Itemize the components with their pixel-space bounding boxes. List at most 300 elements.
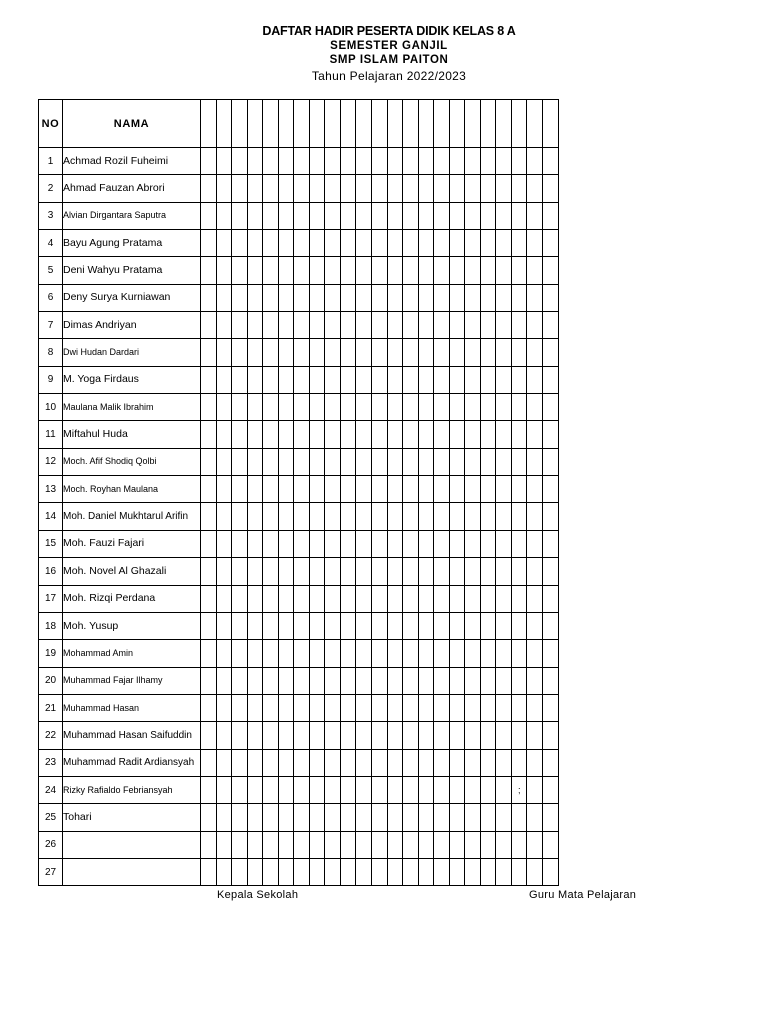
attendance-cell[interactable]	[387, 448, 403, 475]
attendance-cell[interactable]	[465, 612, 481, 639]
attendance-cell[interactable]	[434, 476, 450, 503]
attendance-cell[interactable]	[294, 831, 310, 858]
attendance-cell[interactable]	[387, 421, 403, 448]
attendance-cell[interactable]	[201, 394, 217, 421]
attendance-cell[interactable]	[511, 612, 527, 639]
attendance-cell[interactable]	[527, 667, 543, 694]
attendance-cell[interactable]	[201, 585, 217, 612]
attendance-cell[interactable]	[418, 558, 434, 585]
attendance-cell[interactable]	[372, 558, 388, 585]
attendance-cell[interactable]	[511, 448, 527, 475]
attendance-cell[interactable]	[247, 667, 263, 694]
attendance-cell[interactable]	[294, 421, 310, 448]
attendance-cell[interactable]	[418, 694, 434, 721]
attendance-cell[interactable]	[403, 722, 419, 749]
attendance-cell[interactable]	[543, 640, 559, 667]
attendance-cell[interactable]	[434, 148, 450, 175]
attendance-cell[interactable]	[278, 749, 294, 776]
attendance-cell[interactable]	[434, 284, 450, 311]
attendance-cell[interactable]	[309, 312, 325, 339]
attendance-cell[interactable]	[480, 530, 496, 557]
attendance-cell[interactable]	[372, 448, 388, 475]
attendance-cell[interactable]	[543, 448, 559, 475]
attendance-cell[interactable]	[247, 366, 263, 393]
attendance-cell[interactable]	[247, 776, 263, 803]
attendance-cell[interactable]	[449, 749, 465, 776]
attendance-cell[interactable]	[216, 421, 232, 448]
attendance-cell[interactable]	[387, 640, 403, 667]
attendance-cell[interactable]	[527, 366, 543, 393]
attendance-cell[interactable]	[247, 749, 263, 776]
attendance-cell[interactable]	[496, 612, 512, 639]
attendance-cell[interactable]	[465, 394, 481, 421]
attendance-cell[interactable]	[496, 804, 512, 831]
attendance-cell[interactable]	[247, 585, 263, 612]
attendance-cell[interactable]	[511, 858, 527, 885]
attendance-cell[interactable]	[465, 749, 481, 776]
attendance-cell[interactable]	[496, 776, 512, 803]
attendance-cell[interactable]	[232, 503, 248, 530]
attendance-cell[interactable]	[511, 831, 527, 858]
attendance-cell[interactable]	[216, 858, 232, 885]
attendance-cell[interactable]	[496, 339, 512, 366]
attendance-cell[interactable]	[340, 585, 356, 612]
attendance-cell[interactable]	[278, 694, 294, 721]
attendance-cell[interactable]	[372, 148, 388, 175]
attendance-cell[interactable]	[496, 858, 512, 885]
attendance-cell[interactable]	[480, 503, 496, 530]
attendance-cell[interactable]	[356, 749, 372, 776]
attendance-cell[interactable]	[480, 694, 496, 721]
attendance-cell[interactable]	[263, 612, 279, 639]
attendance-cell[interactable]	[418, 366, 434, 393]
attendance-cell[interactable]	[294, 530, 310, 557]
attendance-cell[interactable]	[278, 366, 294, 393]
attendance-cell[interactable]	[356, 558, 372, 585]
attendance-cell[interactable]	[387, 558, 403, 585]
attendance-cell[interactable]	[278, 312, 294, 339]
attendance-cell[interactable]	[356, 448, 372, 475]
attendance-cell[interactable]	[232, 339, 248, 366]
attendance-cell[interactable]	[465, 312, 481, 339]
attendance-cell[interactable]	[480, 312, 496, 339]
attendance-cell[interactable]	[216, 722, 232, 749]
attendance-cell[interactable]	[278, 612, 294, 639]
attendance-cell[interactable]	[480, 448, 496, 475]
attendance-cell[interactable]	[278, 257, 294, 284]
attendance-cell[interactable]	[465, 421, 481, 448]
attendance-cell[interactable]	[201, 175, 217, 202]
attendance-cell[interactable]	[387, 503, 403, 530]
attendance-cell[interactable]	[325, 148, 341, 175]
attendance-cell[interactable]	[480, 612, 496, 639]
attendance-cell[interactable]	[278, 448, 294, 475]
attendance-cell[interactable]	[356, 776, 372, 803]
attendance-cell[interactable]	[325, 503, 341, 530]
attendance-cell[interactable]	[403, 448, 419, 475]
attendance-cell[interactable]	[201, 503, 217, 530]
attendance-cell[interactable]	[340, 448, 356, 475]
attendance-cell[interactable]	[449, 394, 465, 421]
attendance-cell[interactable]	[372, 749, 388, 776]
attendance-cell[interactable]	[543, 202, 559, 229]
attendance-cell[interactable]	[465, 148, 481, 175]
attendance-cell[interactable]	[340, 858, 356, 885]
attendance-cell[interactable]	[511, 776, 527, 803]
attendance-cell[interactable]	[511, 558, 527, 585]
attendance-cell[interactable]	[232, 421, 248, 448]
attendance-cell[interactable]	[263, 175, 279, 202]
attendance-cell[interactable]	[434, 175, 450, 202]
attendance-cell[interactable]	[263, 202, 279, 229]
attendance-cell[interactable]	[387, 339, 403, 366]
attendance-cell[interactable]	[356, 366, 372, 393]
attendance-cell[interactable]	[418, 476, 434, 503]
attendance-cell[interactable]	[543, 612, 559, 639]
attendance-cell[interactable]	[543, 257, 559, 284]
attendance-cell[interactable]	[372, 776, 388, 803]
attendance-cell[interactable]	[496, 312, 512, 339]
attendance-cell[interactable]	[309, 476, 325, 503]
attendance-cell[interactable]	[403, 284, 419, 311]
attendance-cell[interactable]	[434, 804, 450, 831]
attendance-cell[interactable]	[340, 421, 356, 448]
attendance-cell[interactable]	[403, 257, 419, 284]
attendance-cell[interactable]	[232, 366, 248, 393]
attendance-cell[interactable]	[372, 503, 388, 530]
attendance-cell[interactable]	[372, 476, 388, 503]
attendance-cell[interactable]	[527, 148, 543, 175]
attendance-cell[interactable]	[325, 230, 341, 257]
attendance-cell[interactable]	[247, 558, 263, 585]
attendance-cell[interactable]	[356, 640, 372, 667]
attendance-cell[interactable]	[511, 421, 527, 448]
attendance-cell[interactable]	[511, 339, 527, 366]
attendance-cell[interactable]	[543, 312, 559, 339]
attendance-cell[interactable]	[278, 476, 294, 503]
attendance-cell[interactable]	[418, 722, 434, 749]
attendance-cell[interactable]	[434, 394, 450, 421]
attendance-cell[interactable]	[232, 585, 248, 612]
attendance-cell[interactable]	[232, 667, 248, 694]
attendance-cell[interactable]	[232, 284, 248, 311]
attendance-cell[interactable]	[356, 312, 372, 339]
attendance-cell[interactable]	[294, 749, 310, 776]
attendance-cell[interactable]	[496, 585, 512, 612]
attendance-cell[interactable]	[216, 284, 232, 311]
attendance-cell[interactable]	[496, 257, 512, 284]
attendance-cell[interactable]	[511, 394, 527, 421]
attendance-cell[interactable]	[356, 339, 372, 366]
attendance-cell[interactable]	[527, 804, 543, 831]
attendance-cell[interactable]	[496, 694, 512, 721]
attendance-cell[interactable]	[340, 148, 356, 175]
attendance-cell[interactable]	[294, 175, 310, 202]
attendance-cell[interactable]	[294, 722, 310, 749]
attendance-cell[interactable]	[340, 667, 356, 694]
attendance-cell[interactable]	[434, 312, 450, 339]
attendance-cell[interactable]	[263, 257, 279, 284]
attendance-cell[interactable]	[263, 640, 279, 667]
attendance-cell[interactable]	[403, 749, 419, 776]
attendance-cell[interactable]	[247, 175, 263, 202]
attendance-cell[interactable]	[465, 831, 481, 858]
attendance-cell[interactable]	[340, 640, 356, 667]
attendance-cell[interactable]	[201, 776, 217, 803]
attendance-cell[interactable]	[418, 749, 434, 776]
attendance-cell[interactable]	[278, 530, 294, 557]
attendance-cell[interactable]	[263, 831, 279, 858]
attendance-cell[interactable]	[232, 558, 248, 585]
attendance-cell[interactable]	[434, 558, 450, 585]
attendance-cell[interactable]	[325, 366, 341, 393]
attendance-cell[interactable]	[496, 202, 512, 229]
attendance-cell[interactable]	[232, 640, 248, 667]
attendance-cell[interactable]	[387, 230, 403, 257]
attendance-cell[interactable]	[511, 148, 527, 175]
attendance-cell[interactable]	[434, 448, 450, 475]
attendance-cell[interactable]	[496, 230, 512, 257]
attendance-cell[interactable]	[511, 694, 527, 721]
attendance-cell[interactable]	[232, 476, 248, 503]
attendance-cell[interactable]	[527, 558, 543, 585]
attendance-cell[interactable]	[527, 612, 543, 639]
attendance-cell[interactable]	[247, 530, 263, 557]
attendance-cell[interactable]	[294, 202, 310, 229]
attendance-cell[interactable]	[309, 202, 325, 229]
attendance-cell[interactable]	[527, 257, 543, 284]
attendance-cell[interactable]	[511, 722, 527, 749]
attendance-cell[interactable]	[325, 612, 341, 639]
attendance-cell[interactable]	[418, 448, 434, 475]
attendance-cell[interactable]	[201, 722, 217, 749]
attendance-cell[interactable]	[449, 503, 465, 530]
attendance-cell[interactable]	[325, 339, 341, 366]
attendance-cell[interactable]	[278, 421, 294, 448]
attendance-cell[interactable]	[340, 722, 356, 749]
attendance-cell[interactable]	[372, 339, 388, 366]
attendance-cell[interactable]	[294, 667, 310, 694]
attendance-cell[interactable]	[449, 148, 465, 175]
attendance-cell[interactable]	[418, 585, 434, 612]
attendance-cell[interactable]	[465, 558, 481, 585]
attendance-cell[interactable]	[418, 804, 434, 831]
attendance-cell[interactable]	[480, 831, 496, 858]
attendance-cell[interactable]	[434, 858, 450, 885]
attendance-cell[interactable]	[418, 202, 434, 229]
attendance-cell[interactable]	[465, 230, 481, 257]
attendance-cell[interactable]	[247, 339, 263, 366]
attendance-cell[interactable]	[527, 694, 543, 721]
attendance-cell[interactable]	[465, 202, 481, 229]
attendance-cell[interactable]	[511, 230, 527, 257]
attendance-cell[interactable]	[201, 640, 217, 667]
attendance-cell[interactable]	[496, 558, 512, 585]
attendance-cell[interactable]	[372, 175, 388, 202]
attendance-cell[interactable]	[278, 558, 294, 585]
attendance-cell[interactable]	[294, 148, 310, 175]
attendance-cell[interactable]	[434, 530, 450, 557]
attendance-cell[interactable]	[527, 530, 543, 557]
attendance-cell[interactable]	[496, 503, 512, 530]
attendance-cell[interactable]	[449, 284, 465, 311]
attendance-cell[interactable]	[263, 585, 279, 612]
attendance-cell[interactable]	[309, 284, 325, 311]
attendance-cell[interactable]	[480, 640, 496, 667]
attendance-cell[interactable]	[356, 257, 372, 284]
attendance-cell[interactable]	[449, 230, 465, 257]
attendance-cell[interactable]	[309, 448, 325, 475]
attendance-cell[interactable]	[247, 448, 263, 475]
attendance-cell[interactable]	[356, 804, 372, 831]
attendance-cell[interactable]	[511, 476, 527, 503]
attendance-cell[interactable]	[325, 202, 341, 229]
attendance-cell[interactable]	[263, 421, 279, 448]
attendance-cell[interactable]	[340, 776, 356, 803]
attendance-cell[interactable]	[216, 667, 232, 694]
attendance-cell[interactable]	[449, 558, 465, 585]
attendance-cell[interactable]	[387, 257, 403, 284]
attendance-cell[interactable]	[372, 722, 388, 749]
attendance-cell[interactable]	[527, 640, 543, 667]
attendance-cell[interactable]	[340, 831, 356, 858]
attendance-cell[interactable]	[325, 722, 341, 749]
attendance-cell[interactable]	[232, 612, 248, 639]
attendance-cell[interactable]	[543, 831, 559, 858]
attendance-cell[interactable]	[465, 776, 481, 803]
attendance-cell[interactable]	[511, 284, 527, 311]
attendance-cell[interactable]	[511, 366, 527, 393]
attendance-cell[interactable]	[216, 831, 232, 858]
attendance-cell[interactable]	[294, 476, 310, 503]
attendance-cell[interactable]	[480, 284, 496, 311]
attendance-cell[interactable]	[496, 749, 512, 776]
attendance-cell[interactable]	[216, 776, 232, 803]
attendance-cell[interactable]	[449, 476, 465, 503]
attendance-cell[interactable]	[294, 448, 310, 475]
attendance-cell[interactable]	[480, 394, 496, 421]
attendance-cell[interactable]	[201, 530, 217, 557]
attendance-cell[interactable]	[325, 667, 341, 694]
attendance-cell[interactable]	[340, 339, 356, 366]
attendance-cell[interactable]	[340, 530, 356, 557]
attendance-cell[interactable]	[403, 175, 419, 202]
attendance-cell[interactable]	[387, 366, 403, 393]
attendance-cell[interactable]	[387, 284, 403, 311]
attendance-cell[interactable]	[543, 858, 559, 885]
attendance-cell[interactable]	[543, 339, 559, 366]
attendance-cell[interactable]	[480, 230, 496, 257]
attendance-cell[interactable]	[480, 804, 496, 831]
attendance-cell[interactable]	[543, 585, 559, 612]
attendance-cell[interactable]	[543, 421, 559, 448]
attendance-cell[interactable]	[543, 776, 559, 803]
attendance-cell[interactable]	[449, 831, 465, 858]
attendance-cell[interactable]	[340, 366, 356, 393]
attendance-cell[interactable]	[543, 366, 559, 393]
attendance-cell[interactable]	[247, 722, 263, 749]
attendance-cell[interactable]	[465, 476, 481, 503]
attendance-cell[interactable]	[201, 667, 217, 694]
attendance-cell[interactable]	[294, 558, 310, 585]
attendance-cell[interactable]	[527, 722, 543, 749]
attendance-cell[interactable]	[403, 394, 419, 421]
attendance-cell[interactable]	[263, 230, 279, 257]
attendance-cell[interactable]	[418, 640, 434, 667]
attendance-cell[interactable]	[278, 202, 294, 229]
attendance-cell[interactable]	[356, 175, 372, 202]
attendance-cell[interactable]	[465, 257, 481, 284]
attendance-cell[interactable]	[449, 640, 465, 667]
attendance-cell[interactable]	[278, 148, 294, 175]
attendance-cell[interactable]	[527, 476, 543, 503]
attendance-cell[interactable]	[418, 503, 434, 530]
attendance-cell[interactable]	[278, 640, 294, 667]
attendance-cell[interactable]	[201, 202, 217, 229]
attendance-cell[interactable]	[434, 230, 450, 257]
attendance-cell[interactable]	[465, 858, 481, 885]
attendance-cell[interactable]	[263, 448, 279, 475]
attendance-cell[interactable]	[294, 394, 310, 421]
attendance-cell[interactable]	[294, 694, 310, 721]
attendance-cell[interactable]	[294, 284, 310, 311]
attendance-cell[interactable]	[216, 202, 232, 229]
attendance-cell[interactable]	[309, 230, 325, 257]
attendance-cell[interactable]	[216, 448, 232, 475]
attendance-cell[interactable]	[247, 694, 263, 721]
attendance-cell[interactable]	[278, 858, 294, 885]
attendance-cell[interactable]	[480, 148, 496, 175]
attendance-cell[interactable]	[340, 694, 356, 721]
attendance-cell[interactable]	[496, 640, 512, 667]
attendance-cell[interactable]	[496, 448, 512, 475]
attendance-cell[interactable]	[387, 612, 403, 639]
attendance-cell[interactable]	[449, 585, 465, 612]
attendance-cell[interactable]	[232, 148, 248, 175]
attendance-cell[interactable]	[247, 284, 263, 311]
attendance-cell[interactable]	[403, 667, 419, 694]
attendance-cell[interactable]	[418, 612, 434, 639]
attendance-cell[interactable]	[403, 366, 419, 393]
attendance-cell[interactable]	[418, 421, 434, 448]
attendance-cell[interactable]	[309, 394, 325, 421]
attendance-cell[interactable]	[232, 694, 248, 721]
attendance-cell[interactable]	[309, 722, 325, 749]
attendance-cell[interactable]	[511, 749, 527, 776]
attendance-cell[interactable]	[372, 202, 388, 229]
attendance-cell[interactable]	[216, 640, 232, 667]
attendance-cell[interactable]	[263, 503, 279, 530]
attendance-cell[interactable]	[294, 612, 310, 639]
attendance-cell[interactable]	[201, 476, 217, 503]
attendance-cell[interactable]	[309, 421, 325, 448]
attendance-cell[interactable]	[340, 612, 356, 639]
attendance-cell[interactable]	[232, 831, 248, 858]
attendance-cell[interactable]	[418, 339, 434, 366]
attendance-cell[interactable]	[309, 640, 325, 667]
attendance-cell[interactable]	[372, 366, 388, 393]
attendance-cell[interactable]	[247, 202, 263, 229]
attendance-cell[interactable]	[309, 749, 325, 776]
attendance-cell[interactable]	[449, 175, 465, 202]
attendance-cell[interactable]	[543, 148, 559, 175]
attendance-cell[interactable]	[480, 202, 496, 229]
attendance-cell[interactable]	[216, 175, 232, 202]
attendance-cell[interactable]	[387, 667, 403, 694]
attendance-cell[interactable]	[325, 476, 341, 503]
attendance-cell[interactable]	[403, 804, 419, 831]
attendance-cell[interactable]	[216, 366, 232, 393]
